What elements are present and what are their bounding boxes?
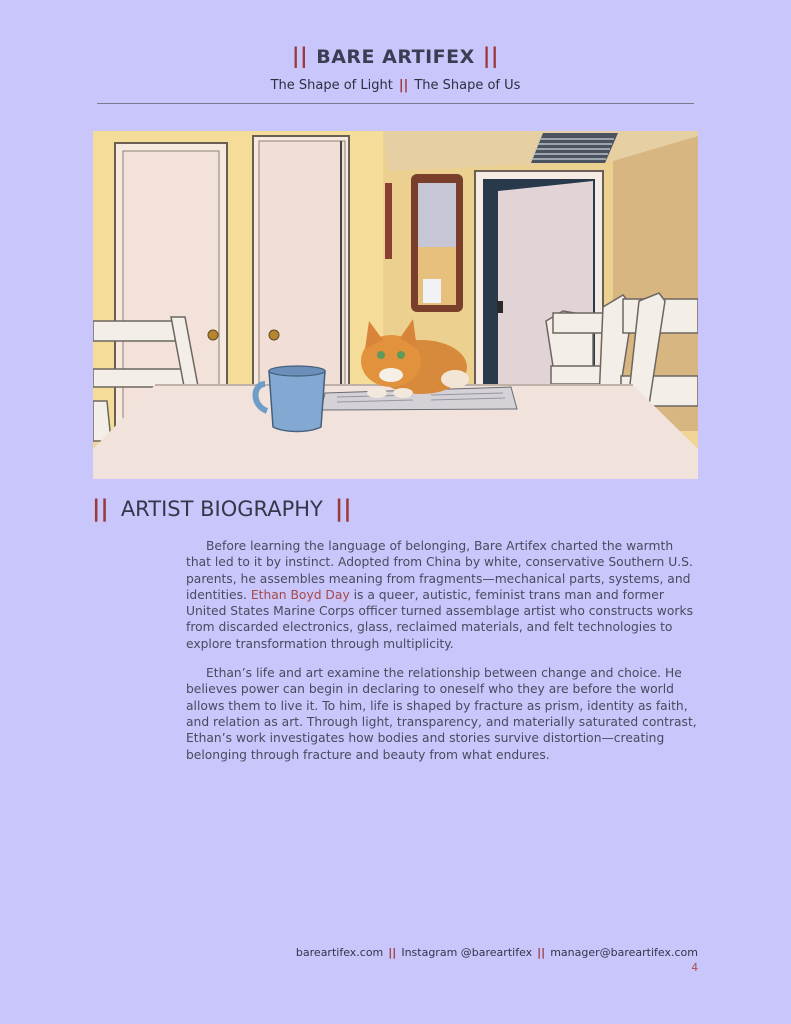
brand-name: BARE ARTIFEX — [316, 46, 475, 68]
brand-separator-left: || — [291, 44, 309, 68]
biography-heading — [92, 496, 358, 522]
biography-body — [186, 538, 698, 776]
page-number: 4 — [691, 962, 698, 974]
footer-separator: || — [388, 946, 397, 959]
page-footer — [296, 946, 698, 959]
footer-email[interactable]: manager@bareartifex.com — [550, 946, 698, 959]
header-divider — [97, 103, 694, 104]
footer-separator: || — [537, 946, 546, 959]
heading-separator-left: || — [92, 496, 109, 522]
artwork-image — [93, 131, 698, 479]
heading-separator-right: || — [334, 496, 352, 522]
subtitle-right: The Shape of Us — [414, 78, 521, 93]
footer-website[interactable]: bareartifex.com — [295, 946, 384, 959]
header-subtitle — [0, 78, 791, 93]
footer-instagram[interactable]: Instagram @bareartifex — [401, 946, 533, 959]
bio-p1-before: Before learning the language of belonging, Bare Artifex charted the warmth that led to it by instinct. Adopted from China by white, conservative Southern U.S. parents, he assembles meaning from fragments—mechanical parts, systems, and identities. — [186, 539, 693, 602]
cat-illustration-icon — [93, 131, 698, 479]
brand-title — [0, 44, 791, 68]
page-header — [0, 44, 791, 93]
heading-text: ARTIST BIOGRAPHY — [120, 497, 323, 521]
subtitle-separator: || — [398, 78, 409, 93]
bio-p1-after: is a queer, autistic, feminist trans man and former United States Marine Corps officer turned assemblage artist who constructs works from discarded electronics, glass, reclaimed materials, and felt technologies to explore transformation through multiplicity. — [186, 587, 693, 651]
artist-name-link[interactable]: Ethan Boyd Day — [250, 587, 350, 602]
subtitle-left: The Shape of Light — [270, 78, 393, 93]
brand-separator-right: || — [482, 44, 500, 68]
biography-paragraph — [186, 538, 698, 652]
biography-paragraph: Ethan’s life and art examine the relationship between change and choice. He believes power can begin in declaring to oneself who they are before the world allows them to live it. To him, life is shaped by fracture as prism, identity as faith, and relation as art. Through light, transparency, and materially saturated contrast, Ethan’s work investigates how bodies and stories survive distortion—creating belonging through fracture and beauty from what endures. — [186, 666, 697, 762]
